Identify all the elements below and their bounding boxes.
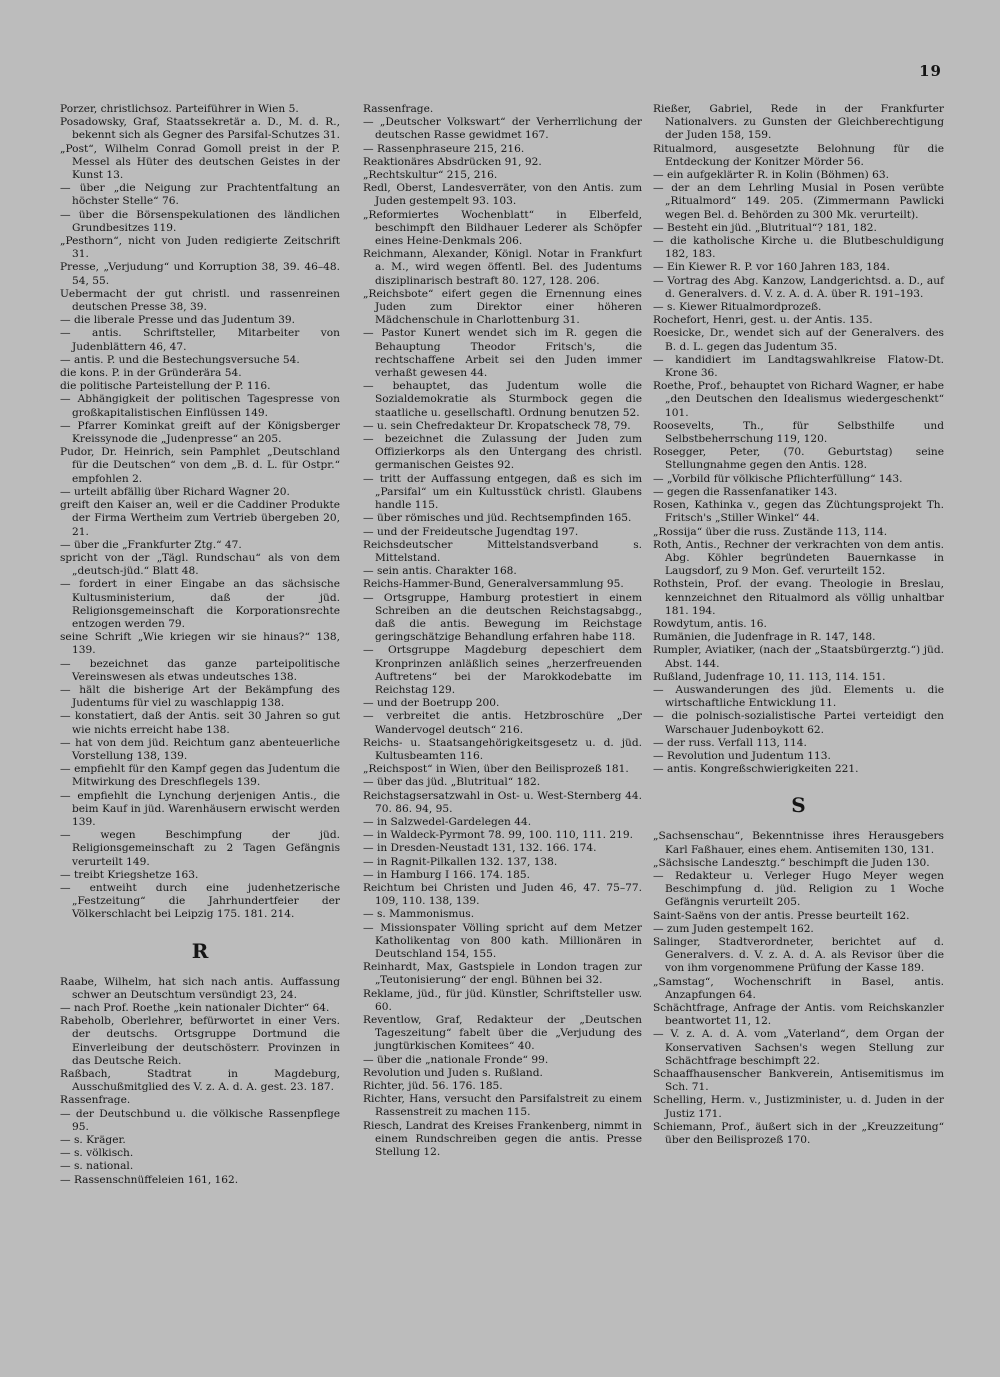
index-entry: — Abhängigkeit der politischen Tagespresse von großkapitalistischen Einflüssen 149.	[60, 393, 340, 419]
index-entry: — über die „Frankfurter Ztg.“ 47.	[60, 538, 242, 551]
index-entry: — der an dem Lehrling Musial in Posen verübte „Ritualmord“ 149. 205. (Zimmermann Pawlicki wegen Bel. d. Behörden zu 300 Mk. verurteilt).	[653, 182, 944, 221]
index-entry: — nach Prof. Roethe „kein nationaler Dichter“ 64.	[60, 1002, 330, 1014]
index-entry: — antis. Kongreßschwierigkeiten 221.	[653, 763, 859, 776]
index-entry: Reventlow, Graf, Redakteur der „Deutschen Tageszeitung“ fabelt über die „Verjudung des jungtürkischen Komitees“ 40.	[363, 1014, 642, 1053]
entry-list	[60, 103, 340, 922]
index-entry: — bezeichnet das ganze parteipolitische Vereinswesen als etwas undeutsches 138.	[60, 657, 340, 683]
index-entry: — s. Mammonismus.	[363, 908, 475, 921]
index-entry: Reinhardt, Max, Gastspiele in London tragen zur „Teutonisierung“ der engl. Bühnen bei 32.	[363, 961, 642, 987]
index-entry: — in Dresden-Neustadt 131, 132. 166. 174.	[363, 842, 597, 855]
index-entry: Ritualmord, ausgesetzte Belohnung für die Entdeckung der Konitzer Mörder 56.	[653, 142, 944, 168]
index-entry: Roesicke, Dr., wendet sich auf der Generalvers. des B. d. L. gegen das Judentum 35.	[653, 327, 944, 353]
index-entry: — konstatiert, daß der Antis. seit 30 Jahren so gut wie nichts erreicht habe 138.	[60, 710, 340, 736]
index-entry: Raßbach, Stadtrat in Magdeburg, Ausschußmitglied des V. z. A. d. A. gest. 23. 187.	[60, 1068, 340, 1094]
index-entry: „Reformiertes Wochenblatt“ in Elberfeld, beschimpft den Bildhauer Lederer als Schöpfer eines Heine-Denkmals 206.	[363, 208, 642, 248]
index-entry: Riesch, Landrat des Kreises Frankenberg, nimmt in einem Rundschreiben gegen die antis. Presse Stellung 12.	[363, 1119, 642, 1159]
index-entry: — die liberale Presse und das Judentum 39.	[60, 314, 295, 327]
index-entry: Salinger, Stadtverordneter, berichtet auf d. Generalvers. d. V. z. A. d. A. als Revisor über die von ihm vorgenommene Prüfung der Kasse 189.	[653, 935, 944, 975]
index-entry: — sein antis. Charakter 168.	[363, 565, 517, 578]
index-entry: Redl, Oberst, Landesverräter, von den Antis. zum Juden gestempelt 93. 103.	[363, 182, 642, 208]
index-entry: Rothstein, Prof. der evang. Theologie in Breslau, kennzeichnet den Ritualmord als völlig unhaltbar 181. 194.	[653, 578, 944, 617]
index-entry: Rosen, Kathinka v., gegen das Züchtungsprojekt Th. Fritsch's „Stiller Winkel“ 44.	[653, 499, 944, 525]
index-entry: die politische Parteistellung der P. 116.	[60, 380, 271, 393]
index-entry: — Auswanderungen des jüd. Elements u. die wirtschaftliche Entwicklung 11.	[653, 683, 944, 710]
index-entry: Reichstagsersatzwahl in Ost- u. West-Sternberg 44. 70. 86. 94, 95.	[363, 789, 642, 815]
index-entry: Revolution und Juden s. Rußland.	[363, 1066, 543, 1079]
index-entry: — Pastor Kunert wendet sich im R. gegen die Behauptung Theodor Fritsch's, die rechtschaffene Arbeit sei den Juden immer verhaßt gewesen 44.	[363, 327, 642, 380]
index-entry: — hält die bisherige Art der Bekämpfung des Judentums für viel zu waschlappig 138.	[60, 683, 340, 710]
index-entry: — Rassenschnüffeleien 161, 162.	[60, 1173, 239, 1186]
index-entry: „Rossija“ über die russ. Zustände 113, 114.	[653, 525, 888, 538]
index-entry: Rabeholb, Oberlehrer, befürwortet in einer Vers. der deutschs. Ortsgruppe Dortmund die Einverleibung der deutschösterr. Provinzen in das Deutsche Reich.	[60, 1015, 340, 1067]
index-entry: Roosevelts, Th., für Selbsthilfe und Selbstbeherrschung 119, 120.	[653, 419, 944, 446]
index-entry: — über das jüd. „Blutritual“ 182.	[363, 776, 541, 789]
page-number: 19	[919, 62, 942, 80]
index-entry: Reichs-Hammer-Bund, Generalversammlung 95.	[363, 578, 624, 591]
index-entry: — s. Kiewer Ritualmordprozeß.	[653, 301, 822, 314]
index-entry: „Reichspost“ in Wien, über den Beilisprozeß 181.	[363, 763, 629, 776]
index-entry: — und der Freideutsche Jugendtag 197.	[363, 525, 579, 538]
index-entry: — Ein Kiewer R. P. vor 160 Jahren 183, 184.	[653, 261, 890, 274]
index-entry: — kandidiert im Landtagswahlkreise Flatow-Dt. Krone 36.	[653, 353, 944, 380]
index-entry: Schelling, Herm. v., Justizminister, u. d. Juden in der Justiz 171.	[653, 1094, 944, 1120]
index-entry: die kons. P. in der Gründerära 54.	[60, 367, 242, 380]
index-entry: — s. Kräger.	[60, 1134, 126, 1147]
index-entry: Roth, Antis., Rechner der verkrachten von dem antis. Abg. Köhler begründeten Bauernkasse in Laugsdorf, zu 9 Mon. Gef. verurteilt 152.	[653, 538, 944, 578]
index-entry: „Sächsische Landesztg.“ beschimpft die Juden 130.	[653, 856, 930, 869]
index-entry: — „Vorbild für völkische Pflichterfüllung“ 143.	[653, 472, 903, 485]
index-entry: — fordert in einer Eingabe an das sächsische Kultusministerium, daß der jüd. Religionsgemeinschaft die Korporationsrechte entzogen werden 79.	[60, 578, 340, 630]
entry-list	[653, 830, 944, 1147]
index-entry: spricht von der „Tägl. Rundschau“ als von dem „deutsch-jüd.“ Blatt 48.	[60, 551, 340, 578]
index-entry: Reichmann, Alexander, Königl. Notar in Frankfurt a. M., wird wegen öffentl. Bel. des Judentums disziplinarisch bestraft 80. 127, 128. 206.	[363, 248, 642, 287]
index-entry: — empfiehlt für den Kampf gegen das Judentum die Mitwirkung des Dreschflegels 139.	[60, 763, 340, 789]
index-entry: Porzer, christlichsoz. Parteiführer in Wien 5.	[60, 103, 299, 115]
index-entry: Rassenfrage.	[363, 103, 434, 115]
index-entry: — bezeichnet die Zulassung der Juden zum Offizierkorps als den Untergang des christl. germanischen Geistes 92.	[363, 433, 642, 472]
index-entry: — in Waldeck-Pyrmont 78. 99, 100. 110, 111. 219.	[363, 829, 633, 842]
index-column-3	[653, 103, 944, 1147]
index-entry: — „Deutscher Volkswart“ der Verherrlichung der deutschen Rasse gewidmet 167.	[363, 116, 642, 142]
index-entry: Richter, Hans, versucht den Parsifalstreit zu einem Rassenstreit zu machen 115.	[363, 1093, 642, 1119]
index-entry: Reichtum bei Christen und Juden 46, 47. 75–77. 109, 110. 138, 139.	[363, 881, 642, 908]
index-entry: — treibt Kriegshetze 163.	[60, 868, 199, 881]
index-entry: Rowdytum, antis. 16.	[653, 617, 767, 630]
index-entry: Posadowsky, Graf, Staatssekretär a. D., M. d. R., bekennt sich als Gegner des Parsifal-Schutzes 31.	[60, 116, 341, 142]
index-entry: — in Ragnit-Pilkallen 132. 137, 138.	[363, 855, 558, 868]
index-entry: — wegen Beschimpfung der jüd. Religionsgemeinschaft zu 2 Tagen Gefängnis verurteilt 149.	[60, 829, 340, 868]
index-entry: — Ortsgruppe, Hamburg protestiert in einem Schreiben an die deutschen Reichstagsabgg., daß die antis. Bewegung im Reichstage geringschätzige Behandlung erfahren habe 118.	[363, 591, 642, 644]
index-column-2	[363, 103, 642, 1159]
index-entry: — Vortrag des Abg. Kanzow, Landgerichtsd. a. D., auf d. Generalvers. d. V. z. A. d. A. über R. 191–193.	[653, 274, 944, 300]
index-entry: seine Schrift „Wie kriegen wir sie hinaus?“ 138, 139.	[60, 631, 340, 657]
index-entry: Reklame, jüd., für jüd. Künstler, Schriftsteller usw. 60.	[363, 987, 642, 1013]
index-entry: — über die „nationale Fronde“ 99.	[363, 1053, 549, 1066]
index-entry: Reichs- u. Staatsangehörigkeitsgesetz u. d. jüd. Kultusbeamten 116.	[363, 736, 642, 762]
index-entry: Pudor, Dr. Heinrich, sein Pamphlet „Deutschland für die Deutschen“ von dem „B. d. L. für Ostpr.“ empfohlen 2.	[60, 446, 340, 485]
index-entry: Rumänien, die Judenfrage in R. 147, 148.	[653, 631, 876, 644]
index-entry: Schiemann, Prof., äußert sich in der „Kreuzzeitung“ über den Beilisprozeß 170.	[653, 1120, 944, 1147]
index-entry: — empfiehlt die Lynchung derjenigen Antis., die beim Kauf in jüd. Warenhäusern erwischt werden 139.	[60, 789, 340, 828]
index-entry: Rochefort, Henri, gest. u. der Antis. 135.	[653, 314, 873, 327]
index-entry: — über „die Neigung zur Prachtentfaltung an höchster Stelle“ 76.	[60, 182, 340, 208]
index-entry: — s. völkisch.	[60, 1147, 134, 1160]
entry-list	[653, 103, 944, 776]
index-entry: — über die Börsenspekulationen des ländlichen Grundbesitzes 119.	[60, 208, 340, 234]
index-entry: — antis. Schriftsteller, Mitarbeiter von Judenblättern 46, 47.	[60, 327, 340, 353]
index-entry: — der russ. Verfall 113, 114.	[653, 736, 807, 749]
index-entry: — Revolution und Judentum 113.	[653, 749, 831, 762]
index-entry: — urteilt abfällig über Richard Wagner 20.	[60, 485, 290, 498]
index-entry: Roethe, Prof., behauptet von Richard Wagner, er habe „den Deutschen den Idealismus wiedergeschenkt“ 101.	[653, 380, 944, 419]
index-entry: Saint-Saëns von der antis. Presse beurteilt 162.	[653, 909, 910, 922]
index-entry: Rußland, Judenfrage 10, 11. 113, 114. 151.	[653, 670, 886, 683]
index-entry: „Rechtskultur“ 215, 216.	[363, 169, 498, 182]
letter-heading-s: S	[791, 793, 806, 818]
index-entry: Rießer, Gabriel, Rede in der Frankfurter Nationalvers. zu Gunsten der Gleichberechtigung der Juden 158, 159.	[653, 103, 944, 142]
index-entry: Rosegger, Peter, (70. Geburtstag) seine Stellungnahme gegen den Antis. 128.	[653, 446, 944, 472]
index-entry: Rassenfrage.	[60, 1094, 131, 1107]
index-entry: — hat von dem jüd. Reichtum ganz abenteuerliche Vorstellung 138, 139.	[60, 736, 340, 762]
index-entry: — behauptet, das Judentum wolle die Sozialdemokratie als Sturmbock gegen die staatliche u. gesellschaftl. Ordnung benutzen 52.	[363, 380, 642, 419]
index-entry: Uebermacht der gut christl. und rassenreinen deutschen Presse 38, 39.	[60, 287, 340, 314]
letter-heading-r: R	[191, 938, 209, 963]
index-entry: — entweiht durch eine judenhetzerische „Festzeitung“ die Jahrhundertfeier der Völkerschlacht bei Leipzig 175. 181. 214.	[60, 881, 340, 921]
index-entry: greift den Kaiser an, weil er die Caddiner Produkte der Firma Wertheim zum Vertrieb übergeben 20, 21.	[60, 499, 340, 538]
index-entry: — die katholische Kirche u. die Blutbeschuldigung 182, 183.	[653, 235, 944, 261]
index-entry: — V. z. A. d. A. vom „Vaterland“, dem Organ der Konservativen Sachsen's wegen Stellung zur Schächtfrage beschimpft 22.	[653, 1028, 944, 1067]
index-entry: — Pfarrer Kominkat greift auf der Königsberger Kreissynode die „Judenpresse“ an 205.	[60, 419, 340, 446]
index-entry: — die polnisch-sozialistische Partei verteidigt den Warschauer Judenboykott 62.	[653, 710, 944, 736]
index-entry: — Redakteur u. Verleger Hugo Meyer wegen Beschimpfung d. jüd. Religion zu 1 Woche Gefängnis verurteilt 205.	[653, 869, 944, 909]
index-entry: — in Hamburg I 166. 174. 185.	[363, 868, 531, 881]
index-entry: — Rassenphraseure 215, 216.	[363, 142, 525, 155]
index-entry: — Ortsgruppe Magdeburg depeschiert dem Kronprinzen anläßlich seines „herzerfreuenden Auftretens“ bei der Marokkodebatte im Reichstag 129.	[363, 644, 642, 696]
index-entry: Richter, jüd. 56. 176. 185.	[363, 1080, 503, 1093]
index-entry: Reichsdeutscher Mittelstandsverband s. Mittelstand.	[363, 538, 642, 564]
index-entry: „Post“, Wilhelm Conrad Gomoll preist in der P. Messel als Hüter des deutschen Geistes in der Kunst 13.	[60, 142, 340, 182]
index-entry: — s. national.	[60, 1160, 134, 1173]
index-entry: Reaktionäres Absdrücken 91, 92.	[363, 155, 542, 168]
index-entry: — in Salzwedel-Gardelegen 44.	[363, 815, 532, 828]
index-entry: „Samstag“, Wochenschrift in Basel, antis. Anzapfungen 64.	[653, 975, 944, 1001]
index-entry: Raabe, Wilhelm, hat sich nach antis. Auffassung schwer an Deutschtum versündigt 23, 24.	[60, 975, 340, 1001]
index-entry: — u. sein Chefredakteur Dr. Kropatscheck 78, 79.	[363, 419, 631, 432]
index-entry: — antis. P. und die Bestechungsversuche 54.	[60, 353, 300, 366]
index-entry: Schächtfrage, Anfrage der Antis. vom Reichskanzler beantwortet 11, 12.	[653, 1002, 944, 1028]
index-entry: — und der Boetrupp 200.	[363, 697, 500, 710]
index-entry: — der Deutschbund u. die völkische Rassenpflege 95.	[60, 1107, 340, 1133]
index-column-1	[60, 103, 340, 1187]
index-entry: — verbreitet die antis. Hetzbroschüre „Der Wandervogel deutsch“ 216.	[363, 710, 642, 736]
index-entry: „Pesthorn“, nicht von Juden redigierte Zeitschrift 31.	[60, 235, 340, 261]
index-entry: Presse, „Verjudung“ und Korruption 38, 39. 46–48. 54, 55.	[60, 261, 340, 287]
index-entry: „Reichsbote“ eifert gegen die Ernennung eines Juden zum Direktor einer höheren Mädchenschule in Charlottenburg 31.	[363, 287, 642, 327]
index-entry: — über römisches und jüd. Rechtsempfinden 165.	[363, 512, 632, 525]
index-entry: Schaaffhausenscher Bankverein, Antisemitismus im Sch. 71.	[653, 1068, 944, 1094]
index-entry: — gegen die Rassenfanatiker 143.	[653, 485, 838, 498]
index-entry: — Missionspater Völling spricht auf dem Metzer Katholikentag von 800 kath. Millionären in Deutschland 154, 155.	[363, 921, 642, 960]
index-entry: Rumpler, Aviatiker, (nach der „Staatsbürgerztg.“) jüd. Abst. 144.	[653, 644, 944, 670]
index-entry: „Sachsenschau“, Bekenntnisse ihres Herausgebers Karl Faßhauer, eines ehem. Antisemiten 130, 131.	[653, 830, 944, 856]
entry-list	[60, 976, 340, 1187]
entry-list	[363, 103, 642, 1159]
index-entry: — Besteht ein jüd. „Blutritual“? 181, 182.	[653, 221, 877, 234]
index-entry: — ein aufgeklärter R. in Kolin (Böhmen) 63.	[653, 169, 889, 182]
index-entry: — zum Juden gestempelt 162.	[653, 922, 814, 935]
index-entry: — tritt der Auffassung entgegen, daß es sich im „Parsifal“ um ein Kultusstück christl. Glaubens handle 115.	[363, 472, 642, 512]
